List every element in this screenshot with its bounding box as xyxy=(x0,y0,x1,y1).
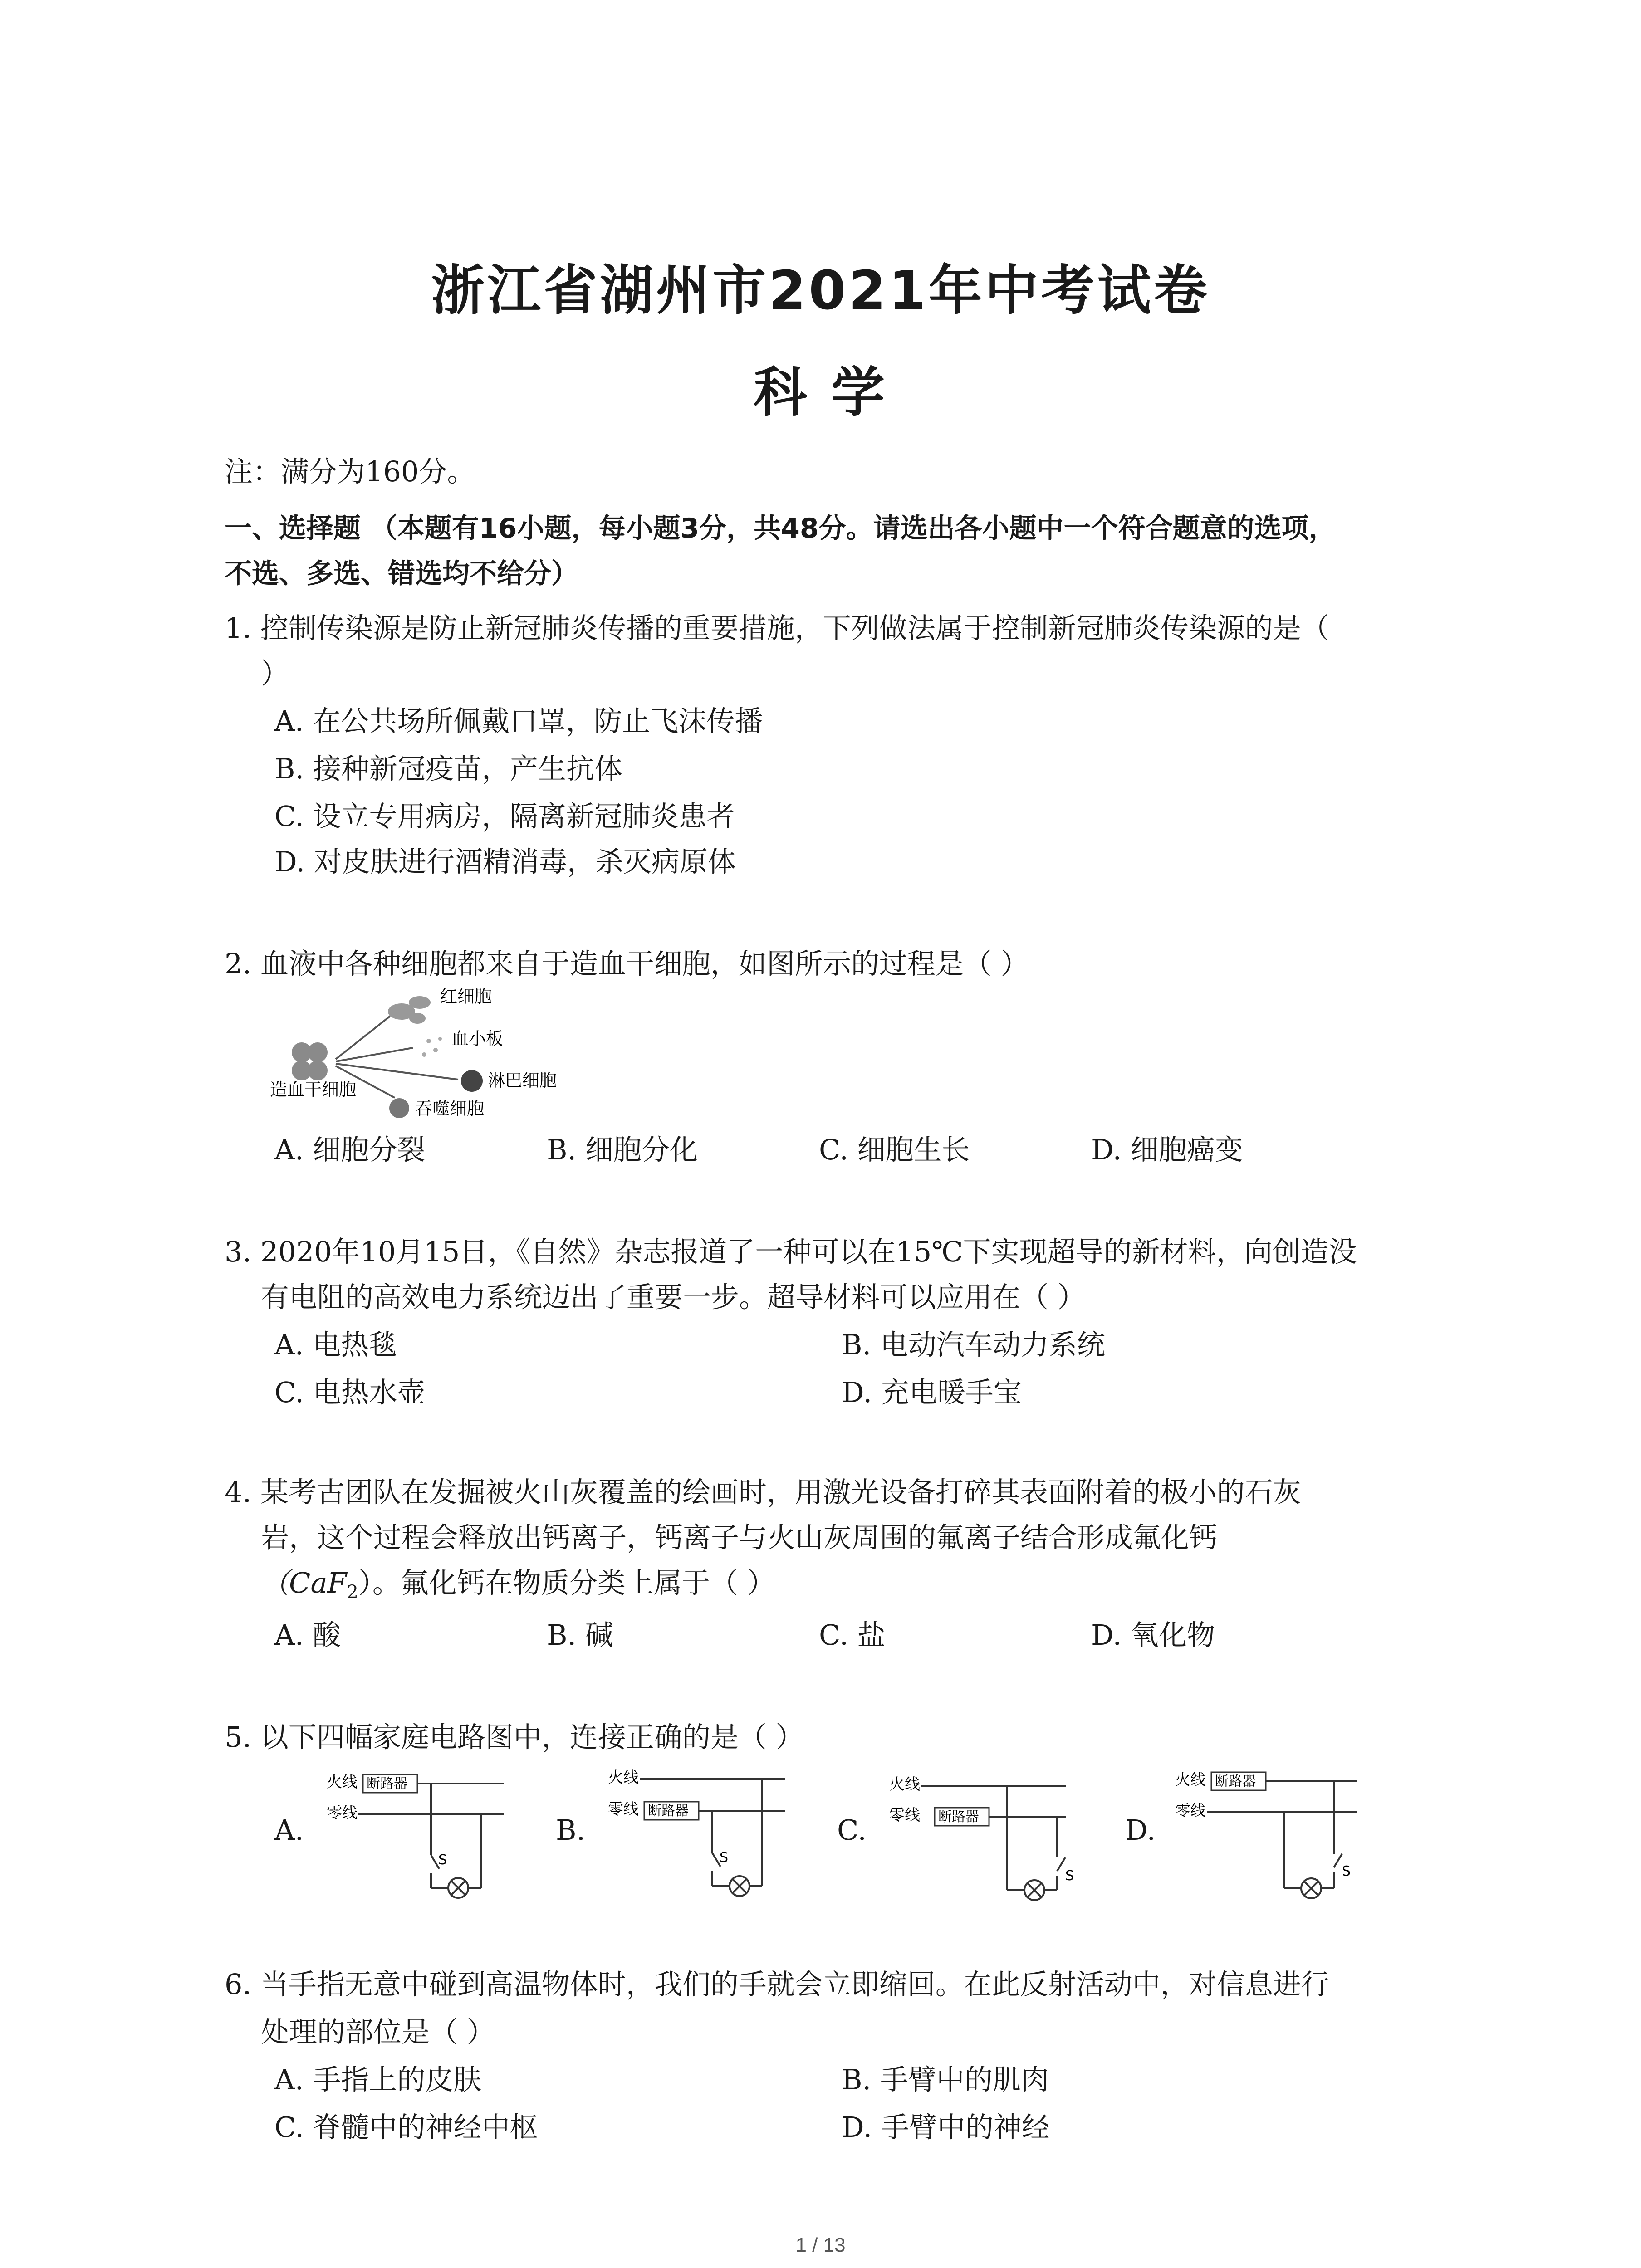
neutral-wire-label: 零线 xyxy=(327,1804,358,1822)
q5-option-a-label: A. xyxy=(274,1813,304,1847)
breaker-label: 断路器 xyxy=(648,1803,689,1819)
breaker-label: 断路器 xyxy=(938,1809,979,1825)
q2-stem: 2. 血液中各种细胞都来自于造血干细胞，如图所示的过程是（ ） xyxy=(225,947,1029,980)
q2-option-a: A. 细胞分裂 xyxy=(274,1133,426,1166)
phagocyte-label: 吞噬细胞 xyxy=(415,1099,485,1119)
neutral-wire-label: 零线 xyxy=(889,1806,920,1824)
neutral-wire-label: 零线 xyxy=(608,1800,639,1818)
q1-option-b: B. 接种新冠疫苗，产生抗体 xyxy=(274,752,622,785)
page-number: 1 / 13 xyxy=(795,2234,846,2256)
q5-circuit-d xyxy=(1175,1767,1366,1907)
breaker-label: 断路器 xyxy=(1215,1774,1256,1789)
q4-stem-line1: 4. 某考古团队在发掘被火山灰覆盖的绘画时，用激光设备打碎其表面附着的极小的石灰 xyxy=(225,1476,1301,1509)
breaker-label: 断路器 xyxy=(367,1776,407,1792)
q6-option-b: B. 手臂中的肌肉 xyxy=(842,2063,1049,2096)
red-cell-label: 红细胞 xyxy=(440,987,492,1007)
live-wire-label: 火线 xyxy=(889,1775,920,1794)
q3-stem-line2: 有电阻的高效电力系统迈出了重要一步。超导材料可以应用在（ ） xyxy=(261,1281,1086,1314)
q2-option-d: D. 细胞癌变 xyxy=(1091,1133,1243,1166)
hematopoiesis-figure xyxy=(268,987,585,1127)
q3-option-b: B. 电动汽车动力系统 xyxy=(842,1328,1105,1361)
q2-option-c: C. 细胞生长 xyxy=(819,1133,970,1166)
q3-option-c: C. 电热水壶 xyxy=(274,1376,426,1409)
q3-stem-line1: 3. 2020年10月15日，《自然》杂志报道了一种可以在15℃下实现超导的新材料，向创造没 xyxy=(225,1235,1357,1268)
q4-stem-tail: ）。氟化钙在物质分类上属于（ ） xyxy=(358,1566,775,1599)
q5-option-b-label: B. xyxy=(556,1813,586,1847)
switch-label: S xyxy=(1342,1863,1351,1879)
q4-option-b: B. 碱 xyxy=(547,1618,613,1652)
score-note: 注：满分为160分。 xyxy=(225,455,475,488)
switch-label: S xyxy=(1065,1868,1074,1884)
q3-option-d: D. 充电暖手宝 xyxy=(842,1376,1022,1409)
q4-option-d: D. 氧化物 xyxy=(1091,1618,1215,1652)
q4-stem-line2: 岩，这个过程会释放出钙离子，钙离子与火山灰周围的氟离子结合形成氟化钙 xyxy=(261,1521,1218,1554)
q4-stem-line3 xyxy=(261,1565,775,1610)
q4-option-c: C. 盐 xyxy=(819,1618,886,1652)
q2-option-b: B. 细胞分化 xyxy=(547,1133,698,1166)
live-wire-label: 火线 xyxy=(1175,1771,1206,1789)
subject-title: 科 学 xyxy=(753,361,888,424)
q5-stem: 5. 以下四幅家庭电路图中，连接正确的是（ ） xyxy=(225,1721,804,1754)
q5-circuit-b xyxy=(608,1765,798,1905)
live-wire-label: 火线 xyxy=(608,1769,639,1787)
lymphocyte-label: 淋巴细胞 xyxy=(488,1070,557,1090)
neutral-wire-label: 零线 xyxy=(1175,1802,1206,1820)
q5-option-c-label: C. xyxy=(837,1813,867,1847)
q5-circuit-a xyxy=(327,1769,517,1905)
q6-option-d: D. 手臂中的神经 xyxy=(842,2111,1050,2144)
switch-label: S xyxy=(720,1850,729,1866)
q4-formula: （CaF xyxy=(261,1566,347,1599)
live-wire-label: 火线 xyxy=(327,1773,358,1791)
q6-stem-line1: 6. 当手指无意中碰到高温物体时，我们的手就会立即缩回。在此反射活动中，对信息进行 xyxy=(225,1968,1329,2001)
exam-title: 浙江省湖州市2021年中考试卷 xyxy=(431,259,1210,322)
platelet-label: 血小板 xyxy=(451,1029,504,1049)
stem-cell-label: 造血干细胞 xyxy=(270,1080,357,1100)
section-heading-line1: 一、选择题 （本题有16小题，每小题3分，共48分。请选出各小题中一个符合题意的选项， xyxy=(225,513,1336,544)
q4-option-a: A. 酸 xyxy=(274,1618,341,1652)
q6-option-a: A. 手指上的皮肤 xyxy=(274,2063,482,2096)
q1-option-a: A. 在公共场所佩戴口罩，防止飞沫传播 xyxy=(274,704,763,738)
q1-option-c: C. 设立专用病房，隔离新冠肺炎患者 xyxy=(274,800,735,833)
section-heading-line2: 不选、多选、错选均不给分） xyxy=(225,558,578,590)
q1-stem-line1: 1. 控制传染源是防止新冠肺炎传播的重要措施，下列做法属于控制新冠肺炎传染源的是（ xyxy=(225,611,1329,645)
q5-option-d-label: D. xyxy=(1125,1813,1156,1847)
q6-option-c: C. 脊髓中的神经中枢 xyxy=(274,2111,538,2144)
q1-stem-line2: ） xyxy=(261,657,289,690)
q1-option-d: D. 对皮肤进行酒精消毒，杀灭病原体 xyxy=(274,845,736,878)
q6-stem-line2: 处理的部位是（ ） xyxy=(261,2015,495,2048)
q5-circuit-c xyxy=(889,1771,1080,1907)
q3-option-a: A. 电热毯 xyxy=(274,1328,397,1361)
q4-formula-subscript: 2 xyxy=(347,1582,358,1603)
switch-label: S xyxy=(438,1852,447,1868)
